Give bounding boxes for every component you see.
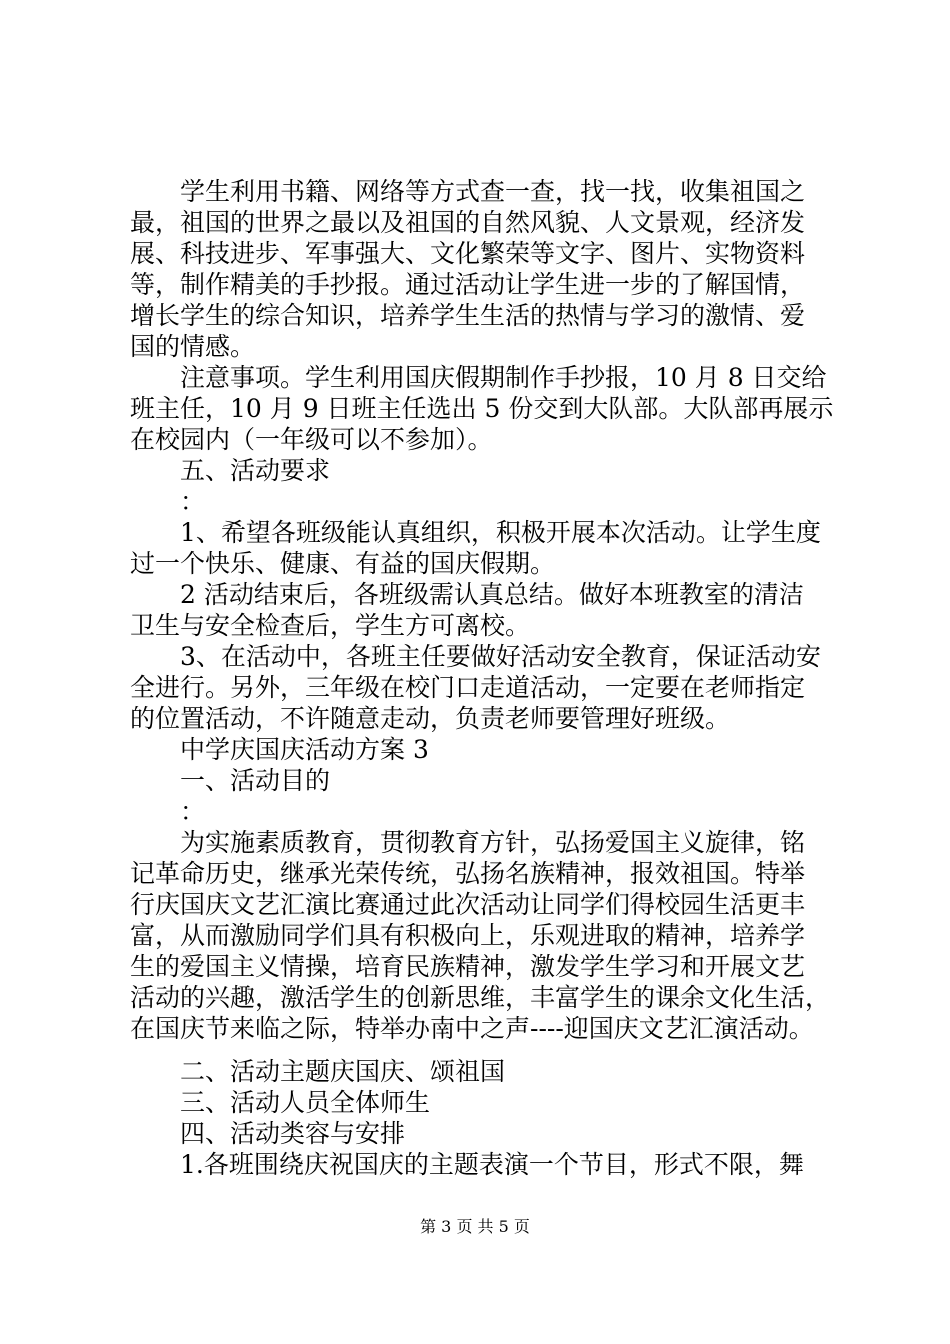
plan-title: 中学庆国庆活动方案 3 <box>130 735 429 764</box>
text-line: 在校园内（一年级可以不参加）。 <box>130 425 493 454</box>
text-line: 展、科技进步、军事强大、文化繁荣等文字、图片、实物资料 <box>130 239 806 268</box>
text-line: 行庆国庆文艺汇演比赛通过此次活动让同学们得校园生活更丰 <box>130 890 806 919</box>
text-line: 在国庆节来临之际，特举办南中之声----迎国庆文艺汇演活动。 <box>130 1014 814 1043</box>
section-heading: 五、活动要求 <box>130 456 331 485</box>
text-line: 生的爱国主义情操，培育民族精神，激发学生学习和开展文艺 <box>130 952 806 981</box>
text-line: 1、希望各班级能认真组织，积极开展本次活动。让学生度 <box>130 518 821 547</box>
text-line: 3、在活动中，各班主任要做好活动安全教育，保证活动安 <box>130 642 821 671</box>
text-line: ： <box>130 487 206 516</box>
text-line: 班主任，10 月 9 日班主任选出 5 份交到大队部。大队部再展示 <box>130 394 834 423</box>
text-line: 的位置活动，不许随意走动，负责老师要管理好班级。 <box>130 704 731 733</box>
document-body <box>130 176 850 1180</box>
text-line: 注意事项。学生利用国庆假期制作手抄报，10 月 8 日交给 <box>130 363 827 392</box>
section-heading: 二、活动主题庆国庆、颂祖国 <box>130 1057 506 1086</box>
page-indicator: 第 3 页 共 5 页 <box>420 1217 530 1236</box>
section-heading: 四、活动类容与安排 <box>130 1119 406 1148</box>
text-line: 记革命历史，继承光荣传统，弘扬名族精神，报效祖国。特举 <box>130 859 806 888</box>
text-line: 2 活动结束后，各班级需认真总结。做好本班教室的清洁 <box>130 580 804 609</box>
text-line: 增长学生的综合知识，培养学生生活的热情与学习的激情、爱 <box>130 301 806 330</box>
section-heading: 一、活动目的 <box>130 766 331 795</box>
text-line: 过一个快乐、健康、有益的国庆假期。 <box>130 549 556 578</box>
text-line: ： <box>130 797 206 826</box>
text-line: 等，制作精美的手抄报。通过活动让学生进一步的了解国情， <box>130 270 806 299</box>
section-heading: 三、活动人员全体师生 <box>130 1088 431 1117</box>
text-line: 为实施素质教育，贯彻教育方针，弘扬爱国主义旋律，铭 <box>130 828 806 857</box>
text-line: 国的情感。 <box>130 332 256 361</box>
text-line: 活动的兴趣，激活学生的创新思维，丰富学生的课余文化生活， <box>130 983 831 1012</box>
text-line: 最，祖国的世界之最以及祖国的自然风貌、人文景观，经济发 <box>130 208 806 237</box>
text-line: 全进行。另外，三年级在校门口走道活动，一定要在老师指定 <box>130 673 806 702</box>
text-line: 1.各班围绕庆祝国庆的主题表演一个节目，形式不限，舞 <box>130 1150 804 1179</box>
text-line: 学生利用书籍、网络等方式查一查，找一找，收集祖国之 <box>130 177 806 206</box>
text-line: 富，从而激励同学们具有积极向上，乐观进取的精神，培养学 <box>130 921 806 950</box>
text-line: 卫生与安全检查后，学生方可离校。 <box>130 611 531 640</box>
